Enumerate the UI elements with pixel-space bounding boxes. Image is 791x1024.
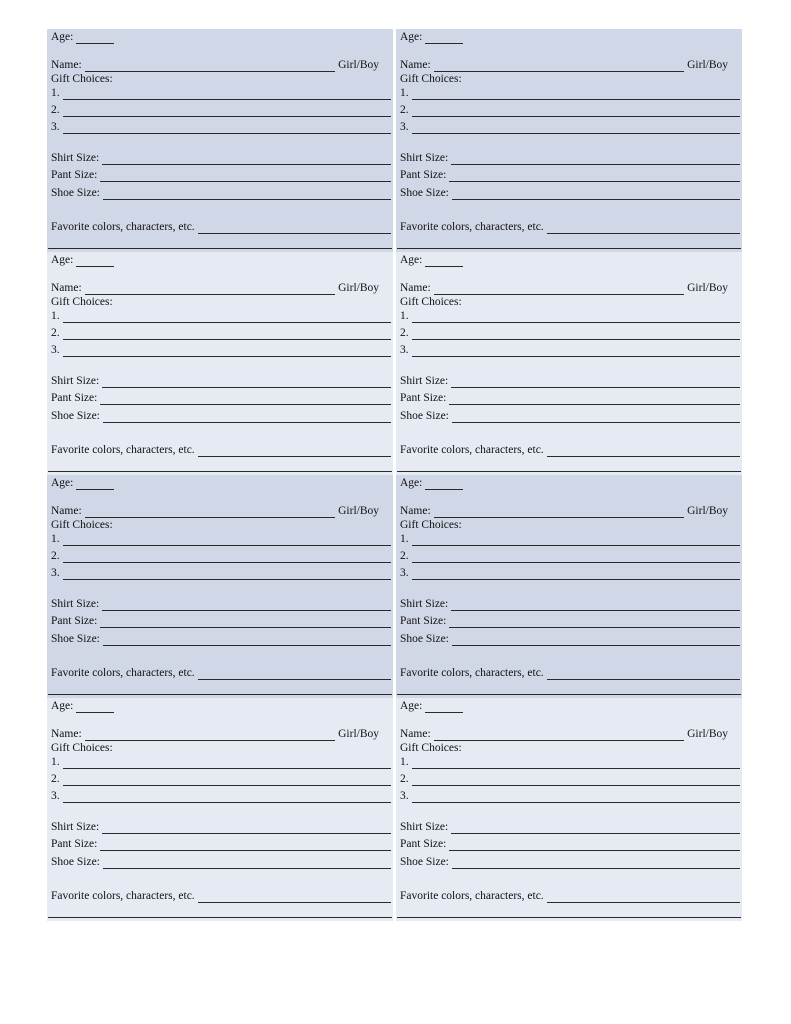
- shoe-size-row: [51, 856, 391, 869]
- favorites-label: Favorite colors, characters, etc.: [400, 667, 544, 679]
- shoe-size-row: [51, 187, 391, 200]
- wishlist-sheet: [47, 29, 743, 921]
- shirt-size-field[interactable]: [102, 377, 391, 388]
- gift-choice-2-row: [400, 327, 740, 340]
- gift-choices-label: Gift Choices:: [51, 519, 113, 531]
- gift-choice-3-label: 3.: [51, 567, 60, 579]
- name-field[interactable]: [434, 284, 684, 295]
- pant-size-field[interactable]: [449, 394, 740, 405]
- shirt-size-field[interactable]: [102, 154, 391, 165]
- name-label: Name:: [400, 728, 431, 740]
- pant-size-label: Pant Size:: [400, 169, 447, 181]
- favorites-label: Favorite colors, characters, etc.: [400, 444, 544, 456]
- shirt-size-field[interactable]: [451, 600, 740, 611]
- gift-choice-2-label: 2.: [400, 550, 409, 562]
- shirt-size-row: [51, 598, 391, 611]
- gift-choice-2-row: [400, 104, 740, 117]
- gift-choice-3-row: [51, 567, 391, 580]
- pant-size-row: [51, 169, 391, 182]
- favorites-extra-line[interactable]: [397, 248, 741, 249]
- gender-label: Girl/Boy: [687, 282, 728, 294]
- favorites-extra-line[interactable]: [48, 248, 392, 249]
- gift-choice-3-row: [400, 567, 740, 580]
- favorites-label: Favorite colors, characters, etc.: [51, 221, 195, 233]
- gift-choice-2-label: 2.: [51, 773, 60, 785]
- gift-choices-row: [51, 296, 391, 309]
- pant-size-row: [51, 392, 391, 405]
- age-row: [51, 700, 391, 713]
- name-field[interactable]: [434, 61, 684, 72]
- gift-choices-row: [400, 742, 740, 755]
- pant-size-label: Pant Size:: [400, 392, 447, 404]
- pant-size-field[interactable]: [100, 171, 391, 182]
- gift-choice-2-label: 2.: [400, 327, 409, 339]
- gift-choices-label: Gift Choices:: [51, 742, 113, 754]
- favorites-row: [400, 890, 740, 903]
- age-row: [400, 477, 740, 490]
- age-row: [400, 700, 740, 713]
- gift-choice-1-row: [400, 310, 740, 323]
- gift-choice-3-row: [400, 121, 740, 134]
- age-label: Age:: [51, 477, 74, 489]
- gift-choice-2-field[interactable]: [412, 329, 740, 340]
- age-label: Age:: [400, 477, 423, 489]
- gift-choice-1-label: 1.: [51, 756, 60, 768]
- wishlist-card-3: [47, 252, 393, 475]
- pant-size-label: Pant Size:: [51, 392, 98, 404]
- gift-choice-3-row: [51, 121, 391, 134]
- gift-choice-3-label: 3.: [51, 344, 60, 356]
- shoe-size-row: [400, 633, 740, 646]
- shirt-size-label: Shirt Size:: [400, 152, 449, 164]
- name-row: [51, 59, 391, 72]
- favorites-row: [51, 667, 391, 680]
- gift-choice-1-row: [400, 87, 740, 100]
- shirt-size-label: Shirt Size:: [51, 152, 100, 164]
- gift-choice-3-label: 3.: [400, 567, 409, 579]
- age-label: Age:: [51, 700, 74, 712]
- age-label: Age:: [51, 31, 74, 43]
- favorites-field[interactable]: [547, 669, 740, 680]
- gift-choice-1-label: 1.: [400, 87, 409, 99]
- pant-size-row: [400, 392, 740, 405]
- gift-choice-3-label: 3.: [400, 790, 409, 802]
- pant-size-row: [400, 169, 740, 182]
- wishlist-card-8: [396, 698, 742, 921]
- age-row: [51, 31, 391, 44]
- shirt-size-label: Shirt Size:: [400, 375, 449, 387]
- pant-size-field[interactable]: [449, 617, 740, 628]
- age-label: Age:: [400, 700, 423, 712]
- favorites-field[interactable]: [198, 446, 391, 457]
- gift-choice-2-field[interactable]: [412, 106, 740, 117]
- name-row: [400, 728, 740, 741]
- favorites-extra-line[interactable]: [48, 917, 392, 918]
- gift-choice-1-label: 1.: [51, 310, 60, 322]
- shoe-size-field[interactable]: [103, 858, 391, 869]
- shoe-size-field[interactable]: [452, 412, 740, 423]
- age-field[interactable]: [76, 256, 114, 267]
- shoe-size-row: [51, 633, 391, 646]
- pant-size-row: [51, 838, 391, 851]
- gift-choice-1-row: [51, 533, 391, 546]
- favorites-field[interactable]: [547, 892, 740, 903]
- gift-choice-3-label: 3.: [51, 121, 60, 133]
- shirt-size-label: Shirt Size:: [51, 821, 100, 833]
- gift-choice-1-row: [400, 533, 740, 546]
- gift-choice-1-field[interactable]: [63, 758, 391, 769]
- shoe-size-row: [400, 187, 740, 200]
- wishlist-card-4: [396, 252, 742, 475]
- shoe-size-label: Shoe Size:: [400, 187, 449, 199]
- gift-choice-3-field[interactable]: [63, 346, 391, 357]
- shirt-size-row: [51, 375, 391, 388]
- gift-choice-2-field[interactable]: [63, 552, 391, 563]
- gift-choice-3-field[interactable]: [63, 123, 391, 134]
- gender-label: Girl/Boy: [338, 505, 379, 517]
- shoe-size-label: Shoe Size:: [51, 633, 100, 645]
- pant-size-label: Pant Size:: [51, 169, 98, 181]
- gift-choice-1-field[interactable]: [412, 312, 740, 323]
- name-label: Name:: [400, 59, 431, 71]
- gift-choice-3-row: [51, 790, 391, 803]
- shoe-size-field[interactable]: [452, 189, 740, 200]
- shirt-size-row: [51, 821, 391, 834]
- name-row: [400, 505, 740, 518]
- name-label: Name:: [51, 505, 82, 517]
- wishlist-card-2: [396, 29, 742, 252]
- pant-size-field[interactable]: [100, 394, 391, 405]
- shoe-size-field[interactable]: [452, 858, 740, 869]
- wishlist-card-7: [47, 698, 393, 921]
- pant-size-label: Pant Size:: [400, 838, 447, 850]
- gift-choice-2-row: [51, 104, 391, 117]
- pant-size-field[interactable]: [449, 171, 740, 182]
- gift-choice-2-row: [51, 550, 391, 563]
- gift-choice-2-field[interactable]: [63, 106, 391, 117]
- favorites-field[interactable]: [547, 223, 740, 234]
- name-field[interactable]: [434, 507, 684, 518]
- gift-choice-3-field[interactable]: [63, 792, 391, 803]
- name-field[interactable]: [434, 730, 684, 741]
- favorites-label: Favorite colors, characters, etc.: [400, 890, 544, 902]
- name-label: Name:: [400, 282, 431, 294]
- wishlist-card-1: [47, 29, 393, 252]
- favorites-extra-line[interactable]: [397, 471, 741, 472]
- age-row: [400, 31, 740, 44]
- shoe-size-label: Shoe Size:: [51, 856, 100, 868]
- shoe-size-label: Shoe Size:: [400, 410, 449, 422]
- gift-choices-label: Gift Choices:: [51, 296, 113, 308]
- favorites-label: Favorite colors, characters, etc.: [51, 667, 195, 679]
- name-label: Name:: [400, 505, 431, 517]
- gift-choices-row: [400, 73, 740, 86]
- age-row: [400, 254, 740, 267]
- pant-size-label: Pant Size:: [51, 615, 98, 627]
- wishlist-card-5: [47, 475, 393, 698]
- age-field[interactable]: [425, 33, 463, 44]
- gift-choice-3-row: [400, 344, 740, 357]
- shoe-size-row: [51, 410, 391, 423]
- gift-choice-1-field[interactable]: [412, 758, 740, 769]
- pant-size-field[interactable]: [100, 617, 391, 628]
- gift-choice-3-label: 3.: [51, 790, 60, 802]
- pant-size-row: [400, 838, 740, 851]
- shirt-size-field[interactable]: [102, 600, 391, 611]
- favorites-extra-line[interactable]: [48, 471, 392, 472]
- gift-choice-1-field[interactable]: [63, 312, 391, 323]
- favorites-row: [400, 444, 740, 457]
- gift-choice-3-field[interactable]: [412, 569, 740, 580]
- shirt-size-row: [400, 821, 740, 834]
- shirt-size-row: [51, 152, 391, 165]
- age-field[interactable]: [425, 256, 463, 267]
- gift-choice-3-row: [51, 344, 391, 357]
- shirt-size-label: Shirt Size:: [400, 598, 449, 610]
- gift-choice-3-field[interactable]: [412, 346, 740, 357]
- name-field[interactable]: [85, 284, 335, 295]
- name-field[interactable]: [85, 730, 335, 741]
- gift-choice-2-row: [51, 327, 391, 340]
- gender-label: Girl/Boy: [338, 728, 379, 740]
- gift-choice-2-row: [400, 550, 740, 563]
- pant-size-field[interactable]: [449, 840, 740, 851]
- name-row: [400, 282, 740, 295]
- shoe-size-field[interactable]: [103, 635, 391, 646]
- name-label: Name:: [51, 728, 82, 740]
- wishlist-card-6: [396, 475, 742, 698]
- shoe-size-field[interactable]: [103, 412, 391, 423]
- age-label: Age:: [400, 254, 423, 266]
- pant-size-label: Pant Size:: [400, 615, 447, 627]
- gift-choice-1-label: 1.: [400, 310, 409, 322]
- name-label: Name:: [51, 59, 82, 71]
- gift-choices-row: [51, 742, 391, 755]
- gender-label: Girl/Boy: [338, 59, 379, 71]
- gift-choices-label: Gift Choices:: [400, 742, 462, 754]
- age-row: [51, 254, 391, 267]
- gift-choices-row: [51, 519, 391, 532]
- name-field[interactable]: [85, 507, 335, 518]
- favorites-extra-line[interactable]: [397, 917, 741, 918]
- age-field[interactable]: [76, 33, 114, 44]
- name-row: [400, 59, 740, 72]
- age-label: Age:: [51, 254, 74, 266]
- shirt-size-field[interactable]: [451, 377, 740, 388]
- gift-choices-row: [400, 519, 740, 532]
- favorites-row: [400, 667, 740, 680]
- name-field[interactable]: [85, 61, 335, 72]
- age-field[interactable]: [76, 479, 114, 490]
- gender-label: Girl/Boy: [338, 282, 379, 294]
- favorites-row: [51, 890, 391, 903]
- favorites-extra-line[interactable]: [48, 694, 392, 695]
- gift-choice-1-row: [400, 756, 740, 769]
- favorites-field[interactable]: [198, 892, 391, 903]
- name-label: Name:: [51, 282, 82, 294]
- shirt-size-row: [400, 598, 740, 611]
- gift-choice-2-field[interactable]: [63, 775, 391, 786]
- gift-choice-3-row: [400, 790, 740, 803]
- shoe-size-label: Shoe Size:: [51, 187, 100, 199]
- gender-label: Girl/Boy: [687, 728, 728, 740]
- gift-choice-1-field[interactable]: [63, 89, 391, 100]
- favorites-field[interactable]: [198, 223, 391, 234]
- shirt-size-row: [400, 152, 740, 165]
- gift-choice-2-row: [400, 773, 740, 786]
- shirt-size-field[interactable]: [451, 823, 740, 834]
- gift-choice-3-field[interactable]: [412, 123, 740, 134]
- gift-choices-row: [51, 73, 391, 86]
- gender-label: Girl/Boy: [687, 505, 728, 517]
- gift-choice-2-field[interactable]: [412, 552, 740, 563]
- gift-choices-label: Gift Choices:: [400, 296, 462, 308]
- shoe-size-field[interactable]: [103, 189, 391, 200]
- favorites-label: Favorite colors, characters, etc.: [51, 444, 195, 456]
- gift-choice-1-row: [51, 310, 391, 323]
- shirt-size-label: Shirt Size:: [51, 598, 100, 610]
- gift-choices-label: Gift Choices:: [400, 519, 462, 531]
- gift-choice-1-row: [51, 756, 391, 769]
- name-row: [51, 282, 391, 295]
- gift-choice-2-label: 2.: [51, 104, 60, 116]
- shirt-size-field[interactable]: [451, 154, 740, 165]
- favorites-label: Favorite colors, characters, etc.: [400, 221, 544, 233]
- gift-choice-2-label: 2.: [400, 773, 409, 785]
- shoe-size-label: Shoe Size:: [51, 410, 100, 422]
- shoe-size-label: Shoe Size:: [400, 633, 449, 645]
- gift-choice-3-field[interactable]: [412, 792, 740, 803]
- gift-choice-1-field[interactable]: [412, 535, 740, 546]
- gift-choice-2-label: 2.: [400, 104, 409, 116]
- shirt-size-field[interactable]: [102, 823, 391, 834]
- favorites-extra-line[interactable]: [397, 694, 741, 695]
- gift-choice-1-label: 1.: [51, 533, 60, 545]
- gift-choices-label: Gift Choices:: [400, 73, 462, 85]
- shoe-size-label: Shoe Size:: [400, 856, 449, 868]
- gift-choice-3-label: 3.: [400, 121, 409, 133]
- gift-choice-1-field[interactable]: [412, 89, 740, 100]
- age-field[interactable]: [425, 702, 463, 713]
- pant-size-field[interactable]: [100, 840, 391, 851]
- gift-choice-1-field[interactable]: [63, 535, 391, 546]
- pant-size-label: Pant Size:: [51, 838, 98, 850]
- gift-choice-1-label: 1.: [400, 533, 409, 545]
- name-row: [51, 505, 391, 518]
- shoe-size-row: [400, 410, 740, 423]
- age-row: [51, 477, 391, 490]
- age-field[interactable]: [425, 479, 463, 490]
- gift-choice-2-field[interactable]: [412, 775, 740, 786]
- age-label: Age:: [400, 31, 423, 43]
- gift-choice-3-field[interactable]: [63, 569, 391, 580]
- favorites-row: [400, 221, 740, 234]
- gift-choice-2-label: 2.: [51, 327, 60, 339]
- shirt-size-label: Shirt Size:: [51, 375, 100, 387]
- shoe-size-row: [400, 856, 740, 869]
- favorites-field[interactable]: [198, 669, 391, 680]
- age-field[interactable]: [76, 702, 114, 713]
- shirt-size-label: Shirt Size:: [400, 821, 449, 833]
- pant-size-row: [51, 615, 391, 628]
- favorites-field[interactable]: [547, 446, 740, 457]
- shoe-size-field[interactable]: [452, 635, 740, 646]
- favorites-row: [51, 221, 391, 234]
- gift-choices-row: [400, 296, 740, 309]
- gift-choice-1-row: [51, 87, 391, 100]
- shirt-size-row: [400, 375, 740, 388]
- gift-choice-2-field[interactable]: [63, 329, 391, 340]
- gift-choice-2-label: 2.: [51, 550, 60, 562]
- gift-choice-1-label: 1.: [400, 756, 409, 768]
- gift-choice-2-row: [51, 773, 391, 786]
- gender-label: Girl/Boy: [687, 59, 728, 71]
- gift-choice-1-label: 1.: [51, 87, 60, 99]
- gift-choice-3-label: 3.: [400, 344, 409, 356]
- favorites-row: [51, 444, 391, 457]
- favorites-label: Favorite colors, characters, etc.: [51, 890, 195, 902]
- gift-choices-label: Gift Choices:: [51, 73, 113, 85]
- name-row: [51, 728, 391, 741]
- pant-size-row: [400, 615, 740, 628]
